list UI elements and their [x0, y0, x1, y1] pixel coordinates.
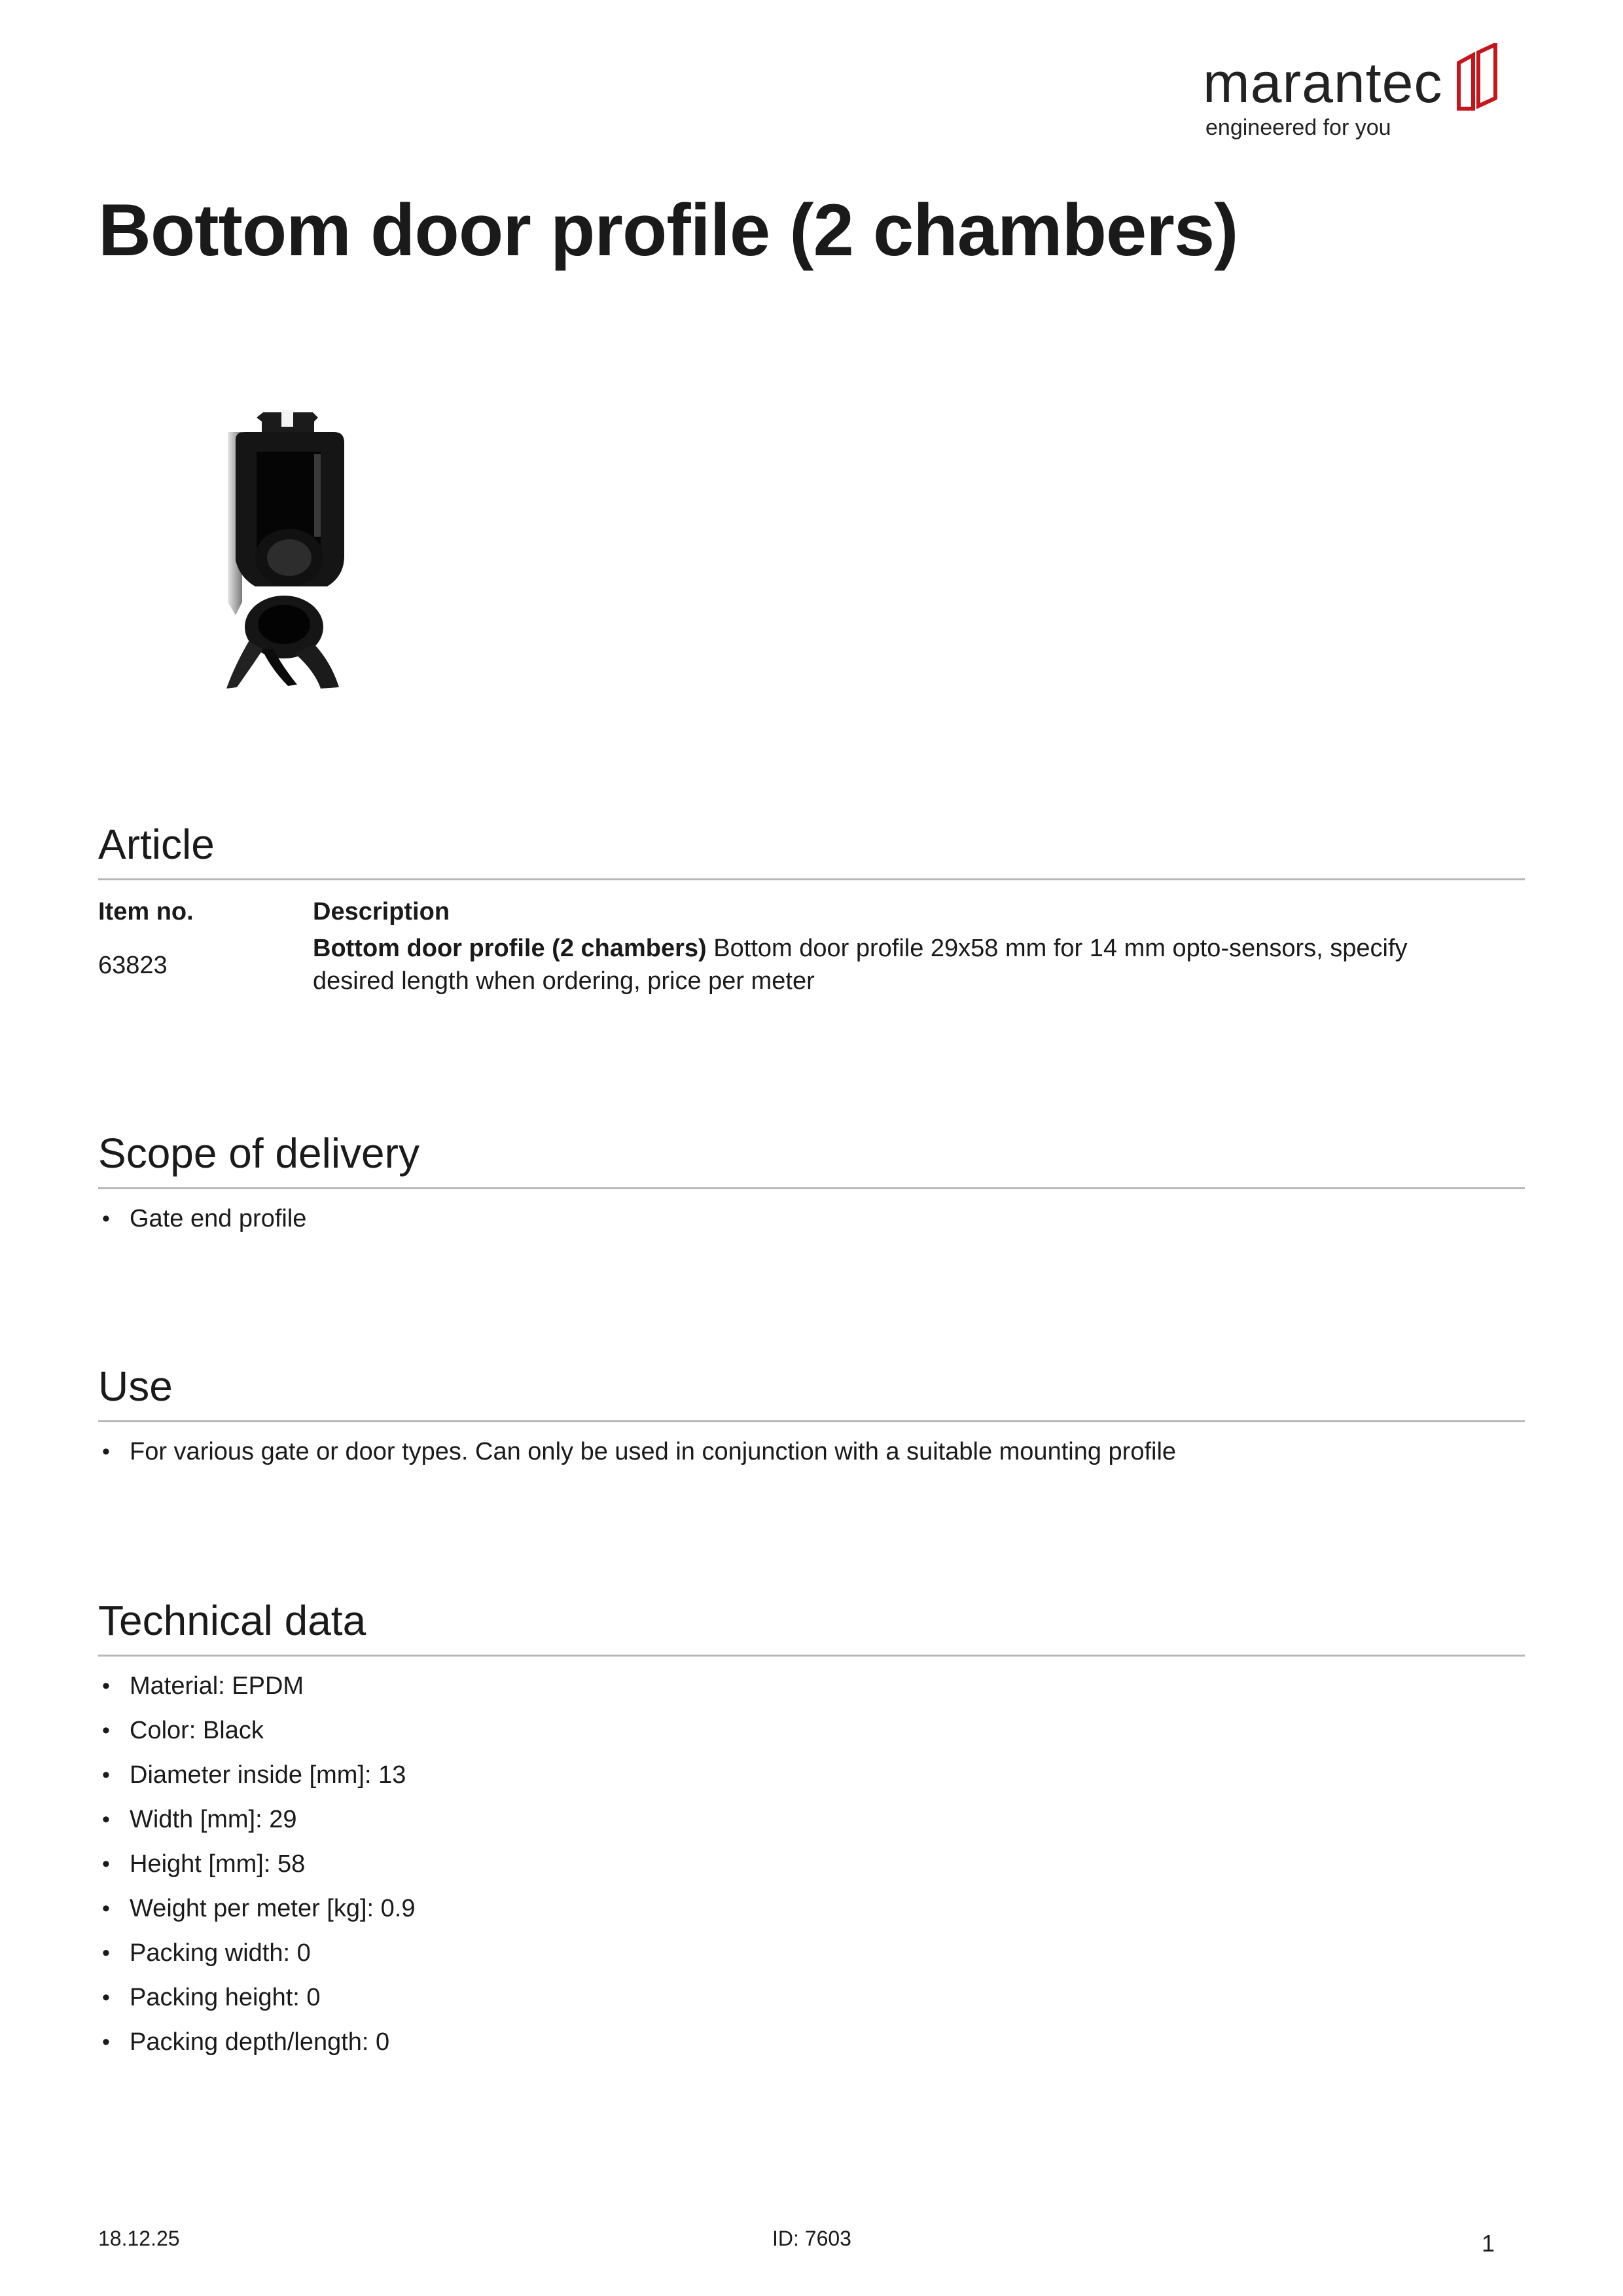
description-header: Description: [313, 898, 450, 925]
brand-logo: [1203, 43, 1504, 148]
list-item: • Weight per meter [kg]: 0.9: [98, 1886, 416, 1931]
list-item: • Gate end profile: [98, 1196, 306, 1241]
description-text: Bottom door profile 29x58 mm for 14 mm opto-sensors, specify: [713, 935, 1408, 962]
product-image: [216, 406, 360, 694]
list-item: • Diameter inside [mm]: 13: [98, 1753, 416, 1797]
footer-date: 18.12.25: [98, 2227, 180, 2250]
scope-heading: Scope of delivery: [98, 1130, 419, 1177]
item-no-header: Item no.: [98, 898, 194, 925]
article-heading: Article: [98, 821, 215, 868]
article-divider: [98, 878, 1525, 880]
list-item: • Width [mm]: 29: [98, 1797, 416, 1842]
description-text-continued: desired length when ordering, price per meter: [313, 967, 815, 995]
page-number: 1: [1482, 2230, 1495, 2257]
use-list: [98, 1429, 1176, 1474]
list-item: • Packing depth/length: 0: [98, 2020, 416, 2064]
page-title: Bottom door profile (2 chambers): [98, 189, 1238, 271]
marantec-mark-icon: [1455, 43, 1504, 115]
brand-name: marantec: [1203, 52, 1443, 115]
use-divider: [98, 1420, 1525, 1422]
technical-heading: Technical data: [98, 1597, 366, 1644]
item-no-value: 63823: [98, 952, 168, 979]
list-item: • Packing width: 0: [98, 1931, 416, 1975]
list-item: • Packing height: 0: [98, 1975, 416, 2020]
technical-divider: [98, 1655, 1525, 1657]
use-heading: Use: [98, 1363, 173, 1410]
list-item: • Height [mm]: 58: [98, 1842, 416, 1886]
brand-tagline: engineered for you: [1205, 115, 1391, 140]
footer-id: ID: 7603: [772, 2227, 851, 2250]
list-item: • For various gate or door types. Can only be used in conjunction with a suitable mounting profile: [98, 1429, 1176, 1474]
description-title: Bottom door profile (2 chambers): [313, 935, 707, 962]
list-item: • Color: Black: [98, 1708, 416, 1753]
scope-divider: [98, 1187, 1525, 1189]
description-cell: [313, 932, 1530, 997]
technical-list: [98, 1664, 416, 2064]
scope-list: [98, 1196, 306, 1241]
list-item: • Material: EPDM: [98, 1664, 416, 1708]
